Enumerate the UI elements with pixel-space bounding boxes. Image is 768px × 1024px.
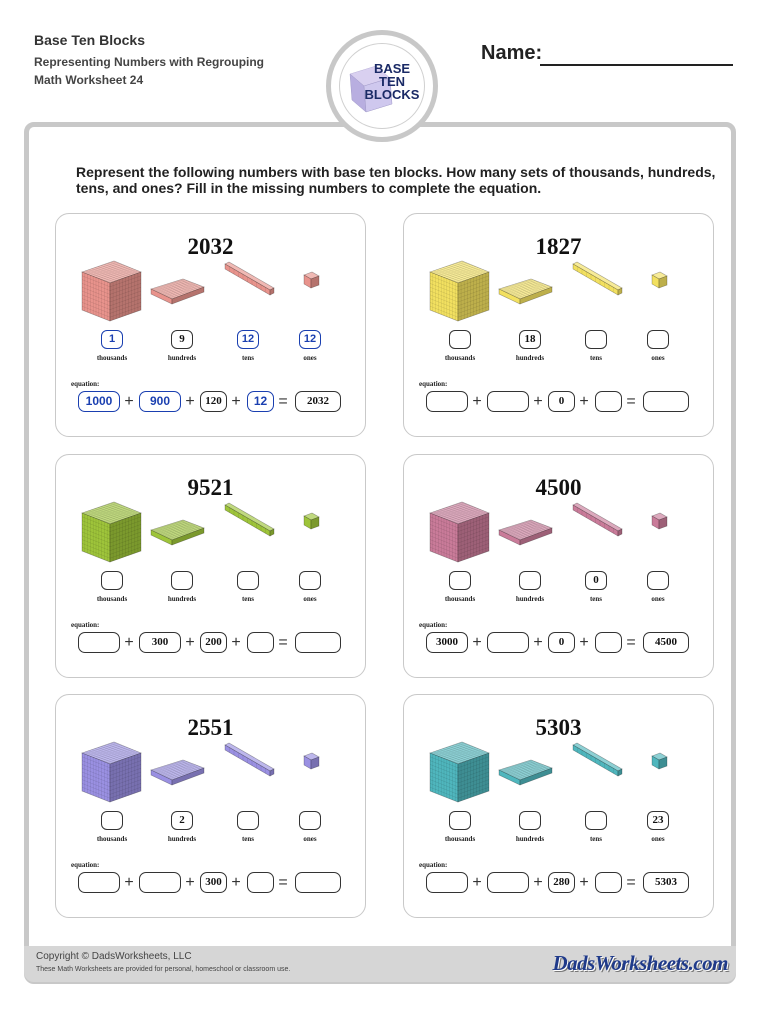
name-line[interactable] xyxy=(540,64,733,66)
logo-text xyxy=(362,62,422,101)
thousands-label: thousands xyxy=(444,595,476,603)
tens-term-box[interactable]: 280 xyxy=(548,872,575,893)
hundreds-label: hundreds xyxy=(515,595,545,603)
hundreds-term-box[interactable] xyxy=(487,632,529,653)
tens-label: tens xyxy=(241,595,255,603)
tens-count-box[interactable]: 12 xyxy=(237,330,259,349)
instructions: Represent the following numbers with base ten blocks. How many sets of thousands, hundreds, tens, and ones? Fill in the missing numbers to complete the equation. xyxy=(76,164,716,196)
logo-line-ten: TEN xyxy=(379,74,405,89)
footer-copyright: Copyright © DadsWorksheets, LLC xyxy=(36,951,192,962)
ones-count-box[interactable] xyxy=(647,330,669,349)
target-number: 9521 xyxy=(187,475,234,500)
hundreds-label: hundreds xyxy=(515,835,545,843)
tens-rod-top xyxy=(225,503,274,531)
tens-count-box[interactable]: 0 xyxy=(585,571,607,590)
tens-term-box[interactable]: 0 xyxy=(548,632,575,653)
footer xyxy=(24,946,736,982)
tens-label: tens xyxy=(589,835,603,843)
hundreds-term-box[interactable] xyxy=(139,872,181,893)
plus-sign: + xyxy=(231,874,241,891)
equals-sign: = xyxy=(278,634,288,651)
equation-label: equation: xyxy=(71,380,100,388)
target-number: 2032 xyxy=(187,234,234,259)
hundreds-label: hundreds xyxy=(167,595,197,603)
brand-logo[interactable]: DadsWorksheets.com xyxy=(552,951,728,975)
problem-card xyxy=(403,454,714,678)
tens-rod-top xyxy=(573,262,622,290)
thousands-label: thousands xyxy=(96,835,128,843)
logo-line-blocks: BLOCKS xyxy=(364,87,420,102)
worksheet-title: Base Ten Blocks xyxy=(34,32,146,48)
ones-label: ones xyxy=(303,595,317,603)
target-number: 5303 xyxy=(535,715,582,740)
thousands-term-box[interactable] xyxy=(78,872,120,893)
equals-sign: = xyxy=(626,634,636,651)
base-ten-blocks xyxy=(56,254,367,326)
tens-count-box[interactable] xyxy=(585,811,607,830)
thousands-term-box[interactable] xyxy=(78,632,120,653)
footer-note: These Math Worksheets are provided for personal, homeschool or classroom use. xyxy=(36,966,291,973)
tens-count-box[interactable] xyxy=(237,571,259,590)
ones-term-box[interactable]: 12 xyxy=(247,391,274,412)
thousands-term-box[interactable] xyxy=(426,391,468,412)
ones-label: ones xyxy=(651,595,665,603)
problem-card xyxy=(55,454,366,678)
equals-sign: = xyxy=(278,874,288,891)
tens-term-box[interactable]: 0 xyxy=(548,391,575,412)
thousands-label: thousands xyxy=(444,354,476,362)
ones-term-box[interactable] xyxy=(595,391,622,412)
tens-count-box[interactable] xyxy=(237,811,259,830)
base-ten-blocks xyxy=(56,735,367,807)
hundreds-term-box[interactable]: 300 xyxy=(139,632,181,653)
plus-sign: + xyxy=(533,393,543,410)
logo-line-base: BASE xyxy=(373,61,411,76)
worksheet-number: Math Worksheet 24 xyxy=(34,73,144,87)
thousands-label: thousands xyxy=(96,354,128,362)
tens-rod-top xyxy=(573,743,622,771)
plus-sign: + xyxy=(533,634,543,651)
plus-sign: + xyxy=(124,393,134,410)
plus-sign: + xyxy=(185,393,195,410)
tens-rod-top xyxy=(225,743,274,771)
plus-sign: + xyxy=(579,393,589,410)
thousands-count-box[interactable] xyxy=(449,330,471,349)
thousands-count-box[interactable] xyxy=(449,571,471,590)
plus-sign: + xyxy=(579,874,589,891)
tens-label: tens xyxy=(589,354,603,362)
worksheet-subtitle: Representing Numbers with Regrouping xyxy=(34,55,265,69)
plus-sign: + xyxy=(124,634,134,651)
plus-sign: + xyxy=(472,874,482,891)
tens-term-box[interactable]: 120 xyxy=(200,391,227,412)
sum-box[interactable]: 5303 xyxy=(643,872,689,893)
base-ten-blocks xyxy=(404,495,715,567)
tens-rod-top xyxy=(573,503,622,531)
target-number: 2551 xyxy=(187,715,234,740)
sum-box[interactable] xyxy=(295,632,341,653)
equals-sign: = xyxy=(626,393,636,410)
ones-term-box[interactable] xyxy=(247,872,274,893)
problem-card xyxy=(55,694,366,918)
equals-sign: = xyxy=(626,874,636,891)
hundreds-count-box[interactable] xyxy=(171,571,193,590)
plus-sign: + xyxy=(231,634,241,651)
tens-label: tens xyxy=(241,835,255,843)
target-number: 1827 xyxy=(535,234,582,259)
sum-box[interactable]: 2032 xyxy=(295,391,341,412)
logo-inner xyxy=(339,43,425,129)
thousands-count-box[interactable]: 1 xyxy=(101,330,123,349)
plus-sign: + xyxy=(472,634,482,651)
thousands-term-box[interactable] xyxy=(426,872,468,893)
equation-label: equation: xyxy=(71,861,100,869)
plus-sign: + xyxy=(579,634,589,651)
equation-label: equation: xyxy=(419,380,448,388)
hundreds-label: hundreds xyxy=(515,354,545,362)
plus-sign: + xyxy=(533,874,543,891)
problem-card xyxy=(403,213,714,437)
tens-label: tens xyxy=(589,595,603,603)
name-label: Name: xyxy=(481,42,543,64)
thousands-label: thousands xyxy=(96,595,128,603)
thousands-count-box[interactable] xyxy=(101,571,123,590)
ones-term-box[interactable] xyxy=(247,632,274,653)
tens-label: tens xyxy=(241,354,255,362)
ones-count-box[interactable] xyxy=(299,811,321,830)
sum-box[interactable] xyxy=(643,391,689,412)
thousands-count-box[interactable] xyxy=(449,811,471,830)
ones-term-box[interactable] xyxy=(595,632,622,653)
thousands-term-box[interactable]: 3000 xyxy=(426,632,468,653)
hundreds-count-box[interactable]: 2 xyxy=(171,811,193,830)
problem-card xyxy=(55,213,366,437)
logo xyxy=(326,30,438,142)
plus-sign: + xyxy=(185,874,195,891)
tens-rod-top xyxy=(225,262,274,290)
hundreds-term-box[interactable] xyxy=(487,872,529,893)
thousands-term-box[interactable]: 1000 xyxy=(78,391,120,412)
sum-box[interactable]: 4500 xyxy=(643,632,689,653)
hundreds-count-box[interactable] xyxy=(519,811,541,830)
ones-count-box[interactable]: 23 xyxy=(647,811,669,830)
tens-count-box[interactable] xyxy=(585,330,607,349)
ones-count-box[interactable] xyxy=(647,571,669,590)
tens-term-box[interactable]: 300 xyxy=(200,872,227,893)
hundreds-label: hundreds xyxy=(167,835,197,843)
problem-card xyxy=(403,694,714,918)
hundreds-label: hundreds xyxy=(167,354,197,362)
sum-box[interactable] xyxy=(295,872,341,893)
thousands-label: thousands xyxy=(444,835,476,843)
thousands-count-box[interactable] xyxy=(101,811,123,830)
ones-label: ones xyxy=(651,354,665,362)
ones-count-box[interactable]: 12 xyxy=(299,330,321,349)
base-ten-blocks xyxy=(404,254,715,326)
equation-label: equation: xyxy=(71,621,100,629)
base-ten-blocks xyxy=(404,735,715,807)
equals-sign: = xyxy=(278,393,288,410)
plus-sign: + xyxy=(185,634,195,651)
equation-label: equation: xyxy=(419,861,448,869)
base-ten-blocks xyxy=(56,495,367,567)
ones-count-box[interactable] xyxy=(299,571,321,590)
plus-sign: + xyxy=(124,874,134,891)
ones-term-box[interactable] xyxy=(595,872,622,893)
equation-label: equation: xyxy=(419,621,448,629)
plus-sign: + xyxy=(231,393,241,410)
ones-label: ones xyxy=(303,354,317,362)
hundreds-term-box[interactable] xyxy=(487,391,529,412)
hundreds-count-box[interactable]: 18 xyxy=(519,330,541,349)
hundreds-count-box[interactable]: 9 xyxy=(171,330,193,349)
ones-label: ones xyxy=(651,835,665,843)
ones-label: ones xyxy=(303,835,317,843)
plus-sign: + xyxy=(472,393,482,410)
hundreds-count-box[interactable] xyxy=(519,571,541,590)
hundreds-term-box[interactable]: 900 xyxy=(139,391,181,412)
tens-term-box[interactable]: 200 xyxy=(200,632,227,653)
target-number: 4500 xyxy=(535,475,582,500)
